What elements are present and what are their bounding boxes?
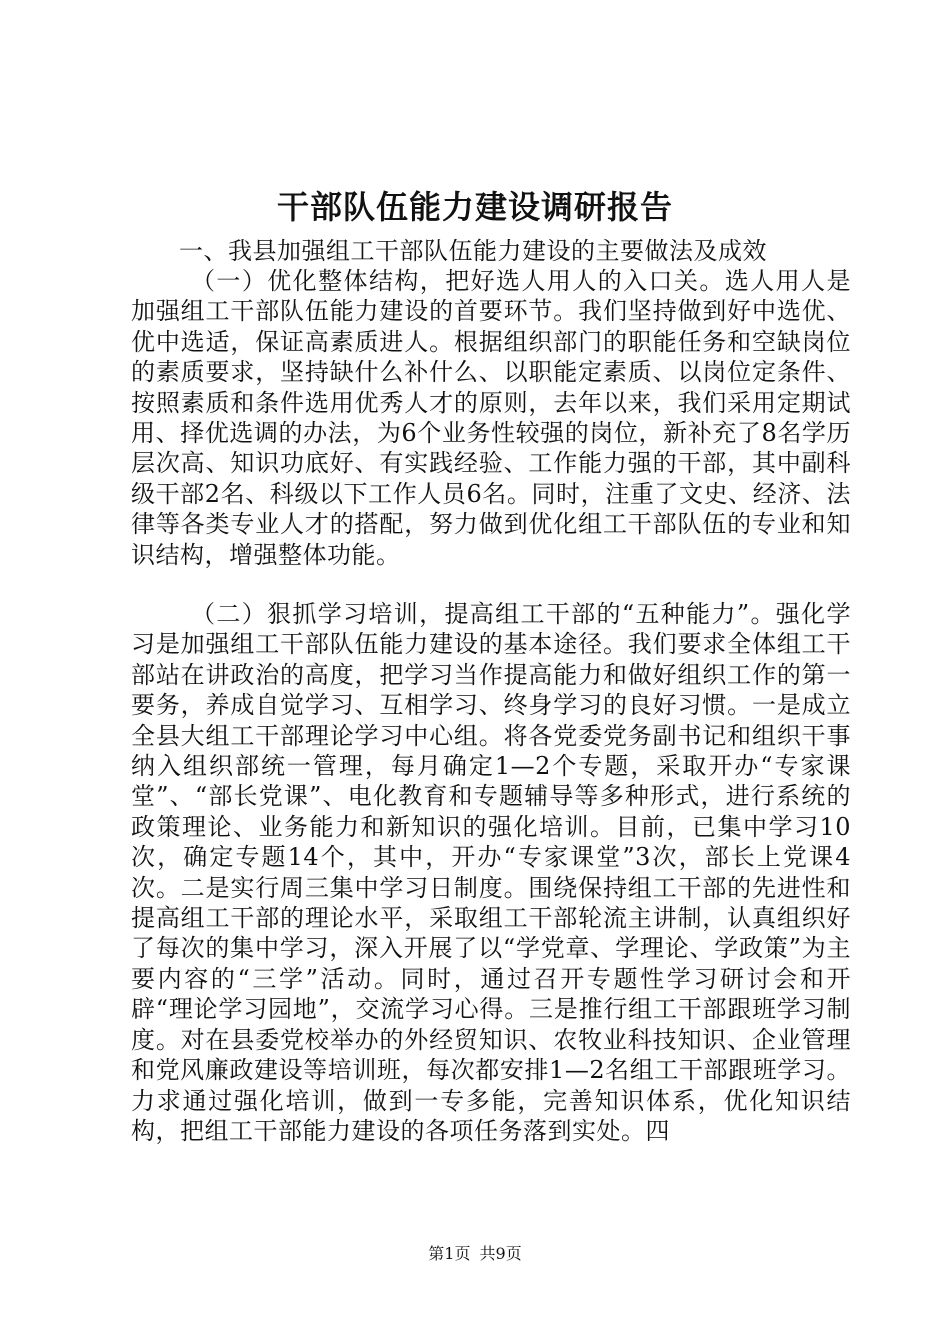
page-number: 第1页: [428, 1244, 471, 1263]
paragraph-structure-optimization: （一）优化整体结构，把好选人用人的入口关。选人用人是加强组工干部队伍能力建设的首要环节。我们坚持做到好中选优、优中选适，保证高素质进人。根据组织部门的职能任务和空缺岗位的素质要求，坚持缺什么补什么、以职能定素质、以岗位定条件、按照素质和条件选用优秀人才的原则，去年以来，我们采用定期试用、择优选调的办法，为6个业务性较强的岗位，新补充了8名学历层次高、知识功底好、有实践经验、工作能力强的干部，其中副科级干部2名、科级以下工作人员6名。同时，注重了文史、经济、法律等各类专业人才的搭配，努力做到优化组工干部队伍的专业和知识结构，增强整体功能。: [131, 267, 851, 569]
document-title: 干部队伍能力建设调研报告: [276, 188, 673, 226]
paragraph-study-training: （二）狠抓学习培训，提高组工干部的“五种能力”。强化学习是加强组工干部队伍能力建设的基本途径。我们要求全体组工干部站在讲政治的高度，把学习当作提高能力和做好组织工作的第一要务，养成自觉学习、互相学习、终身学习的良好习惯。一是成立全县大组工干部理论学习中心组。将各党委党务副书记和组织干事纳入组织部统一管理，每月确定1—2个专题，采取开办“专家课堂”、“部长党课”、电化教育和专题辅导等多种形式，进行系统的政策理论、业务能力和新知识的强化培训。目前，已集中学习10次，确定专题14个，其中，开办“专家课堂”3次，部长上党课4次。二是实行周三集中学习日制度。围绕保持组工干部的先进性和提高组工干部的理论水平，采取组工干部轮流主讲制，认真组织好了每次的集中学习，深入开展了以“学党章、学理论、学政策”为主要内容的“三学”活动。同时，通过召开专题性学习研讨会和开辟“理论学习园地”，交流学习心得。三是推行组工干部跟班学习制度。对在县委党校举办的外经贸知识、农牧业科技知识、企业管理和党风廉政建设等培训班，每次都安排1—2名组工干部跟班学习。力求通过强化培训，做到一专多能，完善知识体系，优化知识结构，把组工干部能力建设的各项任务落到实处。四: [131, 600, 851, 1145]
page-footer: [0, 1244, 950, 1264]
page-total: 共9页: [479, 1244, 522, 1263]
section-heading: 一、我县加强组工干部队伍能力建设的主要做法及成效: [179, 237, 767, 265]
